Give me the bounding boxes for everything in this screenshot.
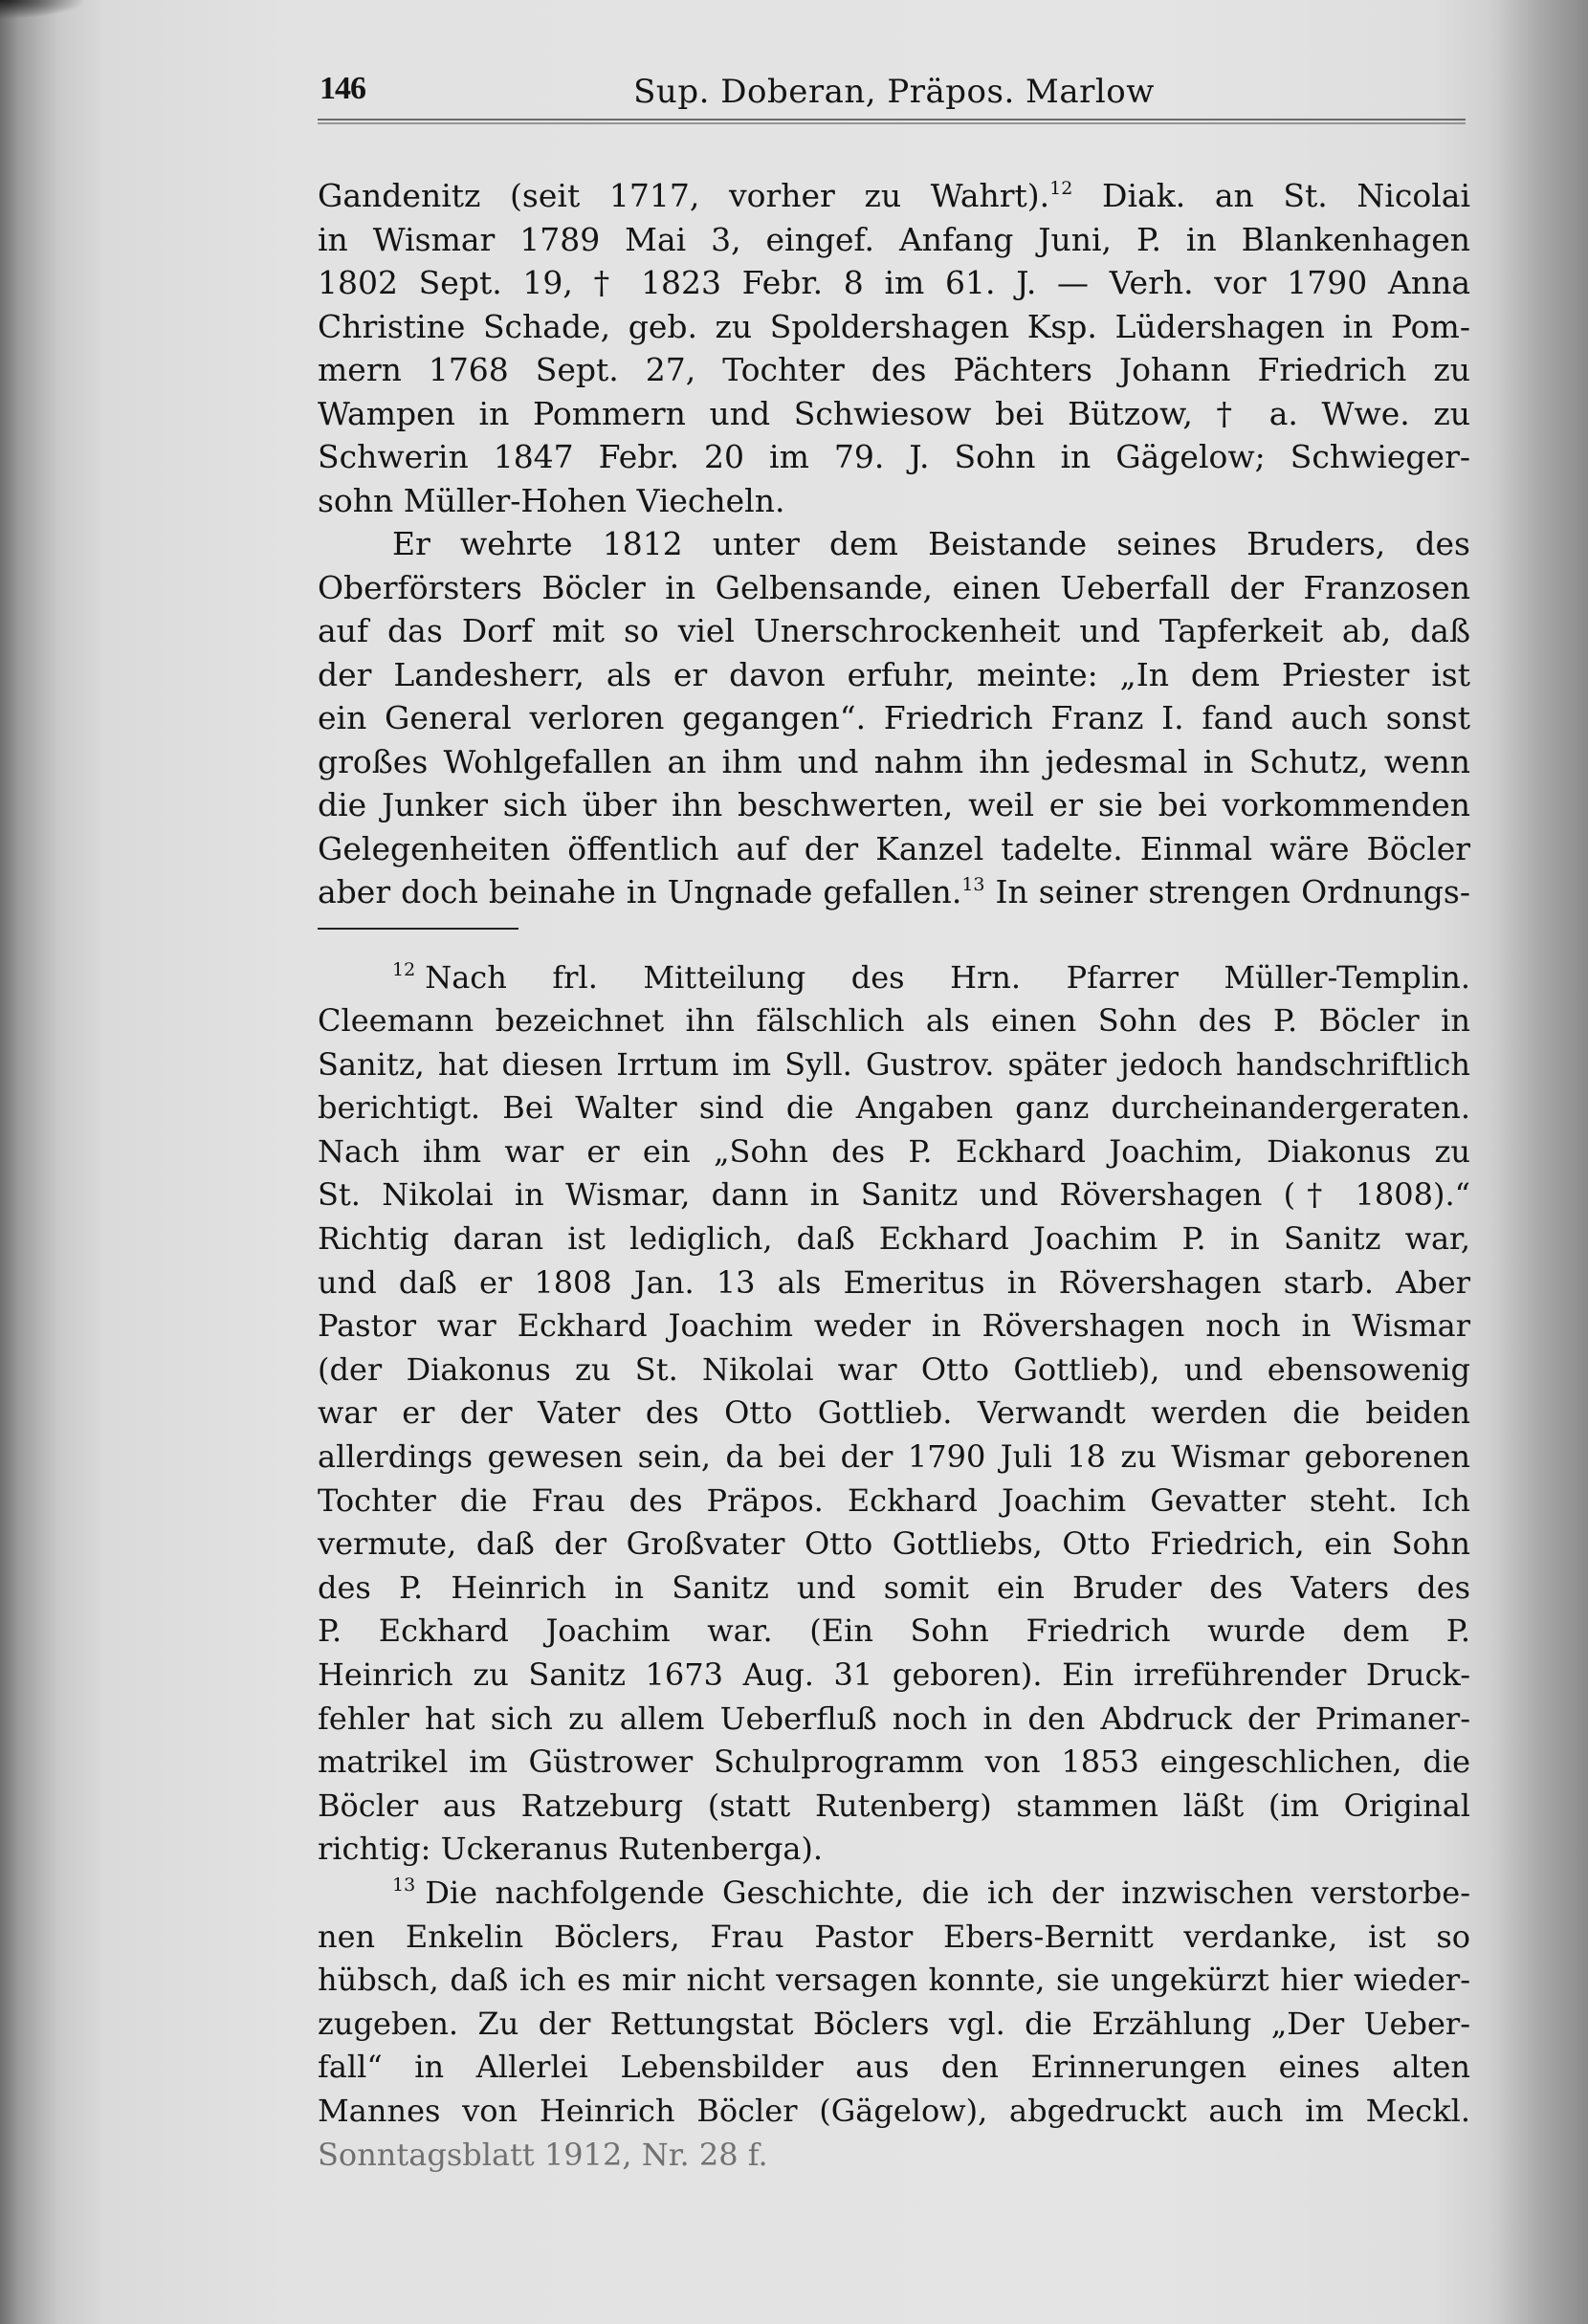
text-line: Mannes von Heinrich Böcler (Gägelow), abgedruckt auch im Meckl.	[318, 2092, 1470, 2129]
text-line: großes Wohlgefallen an ihm und nahm ihn jedesmal in Schutz, wenn	[318, 742, 1470, 780]
text-line: Gelegenheiten öffentlich auf der Kanzel tadelte. Einmal wäre Böcler	[318, 829, 1470, 867]
text-line	[318, 174, 1470, 218]
text-line: Oberförsters Böcler in Gelbensande, einen Ueberfall der Franzosen	[318, 568, 1470, 606]
header-double-rule	[318, 119, 1466, 124]
page-edge-shadow	[0, 0, 86, 19]
running-head	[318, 67, 1470, 126]
text-line: mern 1768 Sept. 27, Tochter des Pächters Johann Friedrich zu	[318, 351, 1470, 388]
text-line	[318, 956, 1470, 1000]
text-line: sohn Müller-Hohen Viecheln.	[318, 481, 785, 519]
text-line: in Wismar 1789 Mai 3, eingef. Anfang Juni, P. in Blankenhagen	[318, 220, 1470, 258]
text-line: richtig: Uckeranus Rutenberga).	[318, 1831, 824, 1868]
text-line: die Junker sich über ihn beschwerten, weil er sie bei vorkommenden	[318, 786, 1470, 823]
text-fragment: Gandenitz (seit 1717, vorher zu Wahrt).	[318, 177, 1050, 214]
text-fragment: In seiner strengen Ordnungs-	[984, 873, 1470, 910]
footnote-reference-13[interactable]: 13	[961, 874, 985, 895]
text-line: Sonntagsblatt 1912, Nr. 28 f.	[318, 2136, 768, 2173]
text-fragment: Die nachfolgende Geschichte, die ich der inzwischen verstorbe-	[425, 1874, 1470, 1911]
text-line: nen Enkelin Böclers, Frau Pastor Ebers-Bernitt verdanke, ist so	[318, 1918, 1470, 1955]
text-line: Christine Schade, geb. zu Spoldershagen Ksp. Lüdershagen in Pom-	[318, 307, 1470, 345]
text-line	[318, 870, 1470, 914]
text-line: Er wehrte 1812 unter dem Beistande seines Bruders, des	[392, 525, 1470, 562]
text-line: auf das Dorf mit so viel Unerschrockenheit und Tapferkeit ab, daß	[318, 612, 1470, 649]
text-line: Wampen in Pommern und Schwiesow bei Bützow, † a. Wwe. zu	[318, 394, 1470, 432]
text-line: 1802 Sept. 19, † 1823 Febr. 8 im 61. J. — Verh. vor 1790 Anna	[318, 264, 1470, 301]
text-line: Heinrich zu Sanitz 1673 Aug. 31 geboren). Ein irreführender Druck-	[318, 1656, 1470, 1693]
text-line: war er der Vater des Otto Gottlieb. Verwandt werden die beiden	[318, 1394, 1470, 1432]
text-line: fall“ in Allerlei Lebensbilder aus den Erinnerungen eines alten	[318, 2049, 1470, 2086]
text-fragment: Nach frl. Mitteilung des Hrn. Pfarrer Müller-Templin.	[425, 958, 1470, 996]
paragraph-anecdote	[318, 522, 1470, 914]
text-line: vermute, daß der Großvater Otto Gottliebs, Otto Friedrich, ein Sohn	[318, 1525, 1470, 1563]
text-line: Sanitz, hat diesen Irrtum im Syll. Gustrov. später jedoch handschriftlich	[318, 1045, 1470, 1083]
book-page	[318, 67, 1470, 2177]
running-title: Sup. Doberan, Präpos. Marlow	[633, 73, 1155, 111]
text-line: fehler hat sich zu allem Ueberfluß noch in den Abdruck der Primaner-	[318, 1699, 1470, 1737]
text-line: (der Diakonus zu St. Nikolai war Otto Gottlieb), und ebensowenig	[318, 1350, 1470, 1388]
text-line: zugeben. Zu der Rettungstat Böclers vgl. die Erzählung „Der Ueber-	[318, 2005, 1470, 2042]
text-line: Cleemann bezeichnet ihn fälschlich als einen Sohn des P. Böcler in	[318, 1002, 1470, 1040]
page-number: 146	[320, 71, 365, 106]
footnotes	[318, 956, 1470, 2178]
text-line: allerdings gewesen sein, da bei der 1790 Juli 18 zu Wismar geborenen	[318, 1438, 1470, 1476]
paragraph-biography	[318, 174, 1470, 522]
text-line: des P. Heinrich in Sanitz und somit ein Bruder des Vaters des	[318, 1568, 1470, 1606]
text-line: Pastor war Eckhard Joachim weder in Rövershagen noch in Wismar	[318, 1307, 1470, 1345]
text-line: Tochter die Frau des Präpos. Eckhard Joachim Gevatter steht. Ich	[318, 1481, 1470, 1519]
footnote-mark: 12	[392, 958, 416, 980]
text-line: St. Nikolai in Wismar, dann in Sanitz und Rövershagen († 1808).“	[318, 1176, 1470, 1214]
footnote-separator	[318, 928, 518, 930]
footnote-12	[318, 956, 1470, 1872]
text-line: matrikel im Güstrower Schulprogramm von 1853 eingeschlichen, die	[318, 1743, 1470, 1781]
text-line: Böcler aus Ratzeburg (statt Rutenberg) stammen läßt (im Original	[318, 1787, 1470, 1824]
footnote-mark: 13	[392, 1874, 416, 1896]
text-line: der Landesherr, als er davon erfuhr, meinte: „In dem Priester ist	[318, 655, 1470, 693]
text-line: berichtigt. Bei Walter sind die Angaben ganz durcheinandergeraten.	[318, 1089, 1470, 1127]
footnote-reference-12[interactable]: 12	[1049, 178, 1073, 199]
text-line: hübsch, daß ich es mir nicht versagen konnte, sie ungekürzt hier wieder-	[318, 1962, 1470, 1999]
text-line: und daß er 1808 Jan. 13 als Emeritus in Rövershagen starb. Aber	[318, 1263, 1470, 1301]
main-text	[318, 174, 1470, 914]
footnote-13	[318, 1872, 1470, 2177]
text-fragment: aber doch beinahe in Ungnade gefallen.	[318, 873, 962, 910]
text-fragment: Diak. an St. Nicolai	[1072, 177, 1470, 214]
text-line: Schwerin 1847 Febr. 20 im 79. J. Sohn in Gägelow; Schwieger-	[318, 438, 1470, 475]
text-line: Richtig daran ist lediglich, daß Eckhard Joachim P. in Sanitz war,	[318, 1220, 1470, 1258]
text-line	[318, 1872, 1470, 1916]
text-line: P. Eckhard Joachim war. (Ein Sohn Friedrich wurde dem P.	[318, 1612, 1470, 1650]
text-line: Nach ihm war er ein „Sohn des P. Eckhard Joachim, Diakonus zu	[318, 1132, 1470, 1170]
text-line: ein General verloren gegangen“. Friedrich Franz I. fand auch sonst	[318, 699, 1470, 736]
